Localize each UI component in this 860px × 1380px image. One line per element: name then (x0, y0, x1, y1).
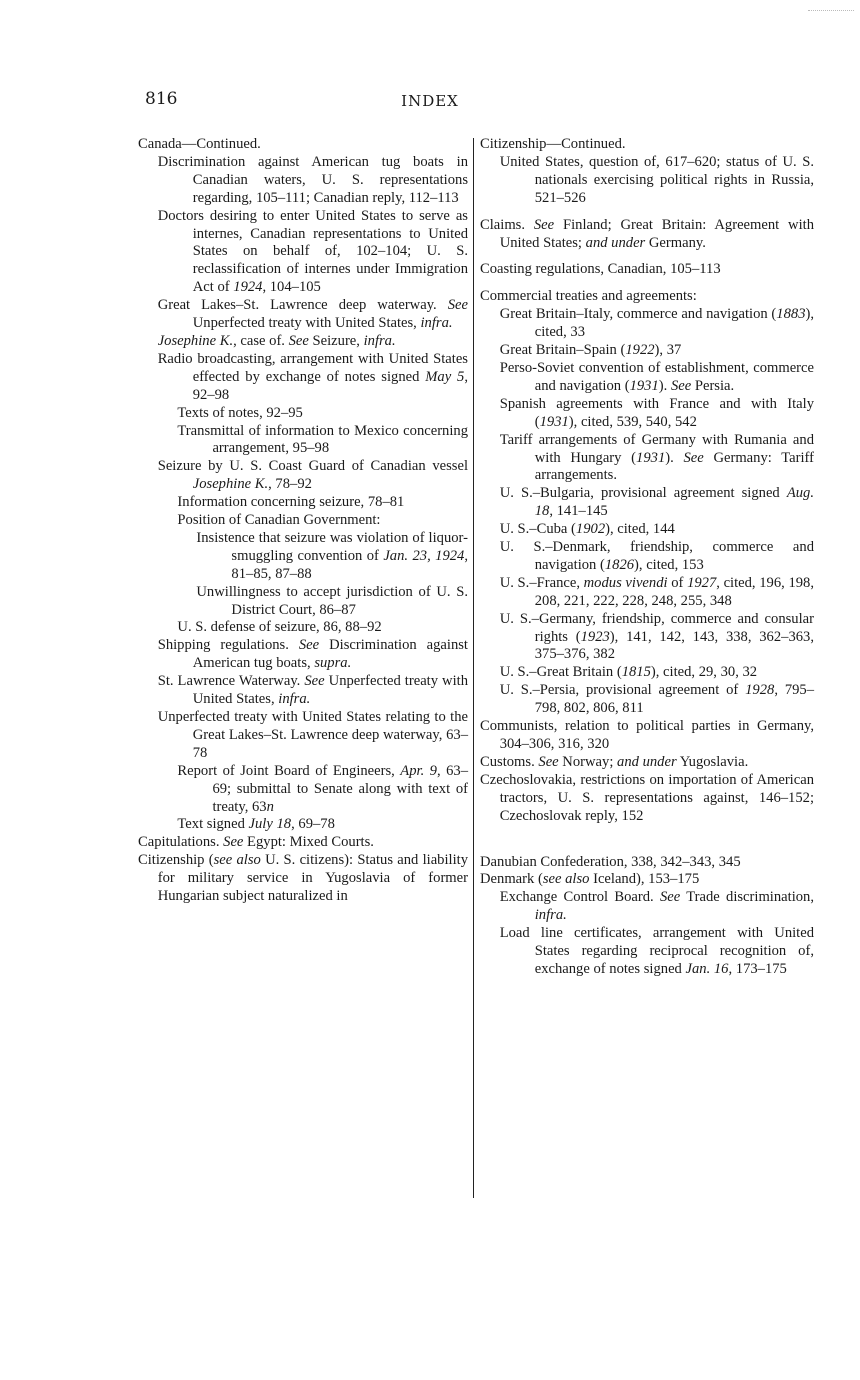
index-subentry (177, 423, 468, 459)
index-heading-entry (480, 854, 814, 872)
index-heading-entry (138, 852, 468, 906)
index-subentry (196, 584, 468, 620)
italic-text: Aug. 18 (534, 485, 814, 520)
index-subentry (500, 360, 814, 396)
index-subentry (500, 682, 814, 718)
italic-text: infra. (534, 907, 567, 924)
entry-text: United States, question of, 617–620; status of U. S. nationals exercising political rights in Russia, 521–526 (499, 153, 814, 206)
entry-text: , 81–85, 87–88 (231, 547, 468, 582)
index-subentry (500, 154, 814, 208)
index-heading-entry (480, 261, 814, 279)
entry-spacer (480, 252, 814, 261)
entry-text: ), cited, 29, 30, 32 (650, 664, 758, 681)
italic-text: 1931 (636, 449, 666, 466)
index-subentry (177, 494, 468, 512)
entry-text: Shipping regulations. (157, 637, 299, 654)
italic-text: Apr. 9 (400, 762, 437, 779)
entry-text: ), cited, 33 (534, 306, 814, 341)
entry-text: Transmittal of information to Mexico concerning arrangement, 95–98 (177, 422, 468, 457)
entry-text: Seizure by U. S. Coast Guard of Canadian vessel (157, 458, 468, 475)
italic-text: 1815 (621, 664, 651, 681)
entry-spacer (480, 826, 814, 854)
italic-text: infra. (278, 691, 311, 708)
entry-text: St. Lawrence Waterway. (157, 673, 305, 690)
entry-text: Norway; (558, 753, 618, 770)
italic-text: see also (542, 871, 590, 888)
entry-text: Citizenship ( (138, 852, 214, 869)
scan-margin-mark (808, 10, 854, 12)
entry-text: Unperfected treaty with United States, (192, 315, 421, 332)
index-subentry (158, 709, 468, 763)
entry-text: Perso-Soviet convention of establishment, commerce and navigation ( (499, 359, 814, 394)
italic-text: Jan. 23, 1924 (383, 547, 465, 564)
entry-text: U. S.–France, (499, 574, 584, 591)
entry-text: , 795–798, 802, 806, 811 (534, 682, 814, 717)
italic-text: See (447, 297, 468, 314)
italic-text: see also (213, 852, 261, 869)
entry-text: , 63–69; submittal to Senate along with text of treaty, 63 (212, 762, 468, 815)
index-subentry (177, 619, 468, 637)
index-heading-entry (480, 217, 814, 253)
italic-text: 1922 (625, 342, 655, 359)
index-subentry (158, 297, 468, 333)
entry-text: , cited, 196, 198, 208, 221, 222, 228, 248, 255, 348 (534, 574, 814, 609)
index-subentry (500, 539, 814, 575)
index-subentry (158, 154, 468, 208)
entry-text: Egypt: Mixed Courts. (243, 834, 374, 851)
entry-text: , 104–105 (262, 279, 321, 296)
italic-text: See (304, 673, 325, 690)
entry-text: ), 37 (654, 342, 682, 359)
entry-text: ). (658, 377, 671, 394)
index-subentry (196, 530, 468, 584)
entry-text: ), 141, 142, 143, 338, 362–363, 375–376, 382 (534, 628, 814, 663)
entry-text: Great Britain–Italy, commerce and navigation ( (499, 306, 777, 323)
entry-text: Commercial treaties and agreements: (480, 288, 697, 305)
entry-text: Texts of notes, 92–95 (177, 404, 303, 421)
italic-text: and under (585, 234, 646, 251)
entry-text: Danubian Confederation, 338, 342–343, 345 (480, 853, 741, 870)
entry-text: U. S.–Cuba ( (499, 521, 576, 538)
italic-text: infra. (363, 332, 396, 349)
entry-text: Discrimination against American tug boats, (192, 637, 468, 672)
column-divider (473, 138, 474, 1198)
entry-text: Claims. (480, 216, 534, 233)
italic-text: See (298, 637, 320, 654)
index-subentry (500, 396, 814, 432)
entry-text: Text signed (177, 816, 249, 833)
italic-text: See (670, 377, 692, 394)
index-heading-entry (138, 834, 468, 852)
index-subentry (500, 521, 814, 539)
entry-text: ). (665, 449, 684, 466)
index-subentry (177, 405, 468, 423)
italic-text: See (538, 753, 559, 770)
index-column-left (138, 136, 468, 906)
index-subentry (500, 925, 814, 979)
index-subentry (177, 512, 468, 530)
entry-text: U. S. citizens): Status and liability for military service in Yugoslavia of former Hungarian subject naturalized in (157, 852, 468, 905)
entry-text: Doctors desiring to enter United States to serve as internes, Canadian representations to United States on behalf of, 102–104; U. S. reclassification of internes under Immigration Act of (157, 207, 468, 296)
italic-text: 1927 (687, 574, 717, 591)
italic-text: Jan. 16 (685, 960, 729, 977)
entry-text: Germany: Tariff arrangements. (534, 449, 814, 484)
entry-text: Report of Joint Board of Engineers, (177, 762, 401, 779)
index-column-right (480, 136, 814, 979)
index-subentry (158, 333, 468, 351)
entry-text: Position of Canadian Government: (177, 512, 381, 529)
entry-text: Exchange Control Board. (499, 889, 660, 906)
index-subentry (500, 664, 814, 682)
italic-text: 1924 (233, 279, 263, 296)
italic-text: 1923 (580, 628, 610, 645)
index-heading-entry (138, 136, 468, 154)
index-subentry (158, 351, 468, 405)
italic-text: See (223, 834, 244, 851)
entry-text: Canada—Continued. (138, 136, 261, 152)
entry-text: Discrimination against American tug boats in Canadian waters, U. S. representations regarding, 105–111; Canadian reply, 112–113 (157, 153, 468, 206)
entry-text: Radio broadcasting, arrangement with United States effected by exchange of notes signed (157, 350, 468, 385)
entry-text: Insistence that seizure was violation of liquor-smuggling convention of (196, 529, 468, 564)
entry-text: Unperfected treaty with United States, (192, 673, 468, 708)
italic-text: See (683, 449, 704, 466)
entry-text: Unwillingness to accept jurisdiction of U. S. District Court, 86–87 (196, 583, 468, 618)
page-title: INDEX (401, 92, 459, 110)
entry-text: Tariff arrangements of Germany with Rumania and with Hungary ( (499, 431, 814, 466)
page-number: 816 (145, 89, 178, 109)
entry-text: Czechoslovakia, restrictions on importation of American tractors, U. S. representations against, 146–152; Czechoslovak reply, 152 (480, 771, 814, 824)
index-heading-entry (480, 772, 814, 826)
entry-text: Trade discrimination, (680, 889, 814, 906)
entry-text: , 78–92 (268, 476, 312, 493)
entry-text: Yugoslavia. (676, 753, 749, 770)
italic-text: n (266, 798, 274, 815)
index-subentry (158, 673, 468, 709)
entry-text: Coasting regulations, Canadian, 105–113 (480, 261, 721, 278)
entry-text: Load line certificates, arrangement with United States regarding reciprocal recognition of, exchange of notes signed (499, 925, 814, 977)
entry-text: Information concerning seizure, 78–81 (177, 494, 405, 511)
index-subentry (177, 763, 468, 817)
index-subentry (177, 816, 468, 834)
entry-text: Spanish agreements with France and with Italy ( (499, 395, 814, 430)
entry-text: , 69–78 (291, 816, 335, 833)
entry-text: of (667, 574, 688, 591)
index-subentry (500, 306, 814, 342)
italic-text: May 5 (425, 368, 465, 385)
entry-text: , case of. (233, 332, 289, 349)
entry-text: Unperfected treaty with United States relating to the Great Lakes–St. Lawrence deep waterway, 63–78 (157, 709, 468, 761)
italic-text: Josephine K. (157, 332, 234, 349)
entry-text: Seizure, (308, 332, 364, 349)
index-subentry (500, 432, 814, 486)
entry-text: Great Britain–Spain ( (499, 342, 626, 359)
italic-text: supra. (314, 655, 352, 672)
index-heading-entry (480, 136, 814, 154)
italic-text: 1931 (539, 413, 569, 430)
italic-text: July 18 (248, 816, 292, 833)
index-subentry (500, 889, 814, 925)
index-heading-entry (480, 288, 814, 306)
entry-text: U. S.–Great Britain ( (499, 664, 622, 681)
entry-text: Germany. (645, 234, 706, 251)
entry-spacer (480, 279, 814, 288)
italic-text: 1928 (745, 682, 775, 699)
italic-text: modus vivendi (583, 574, 668, 591)
index-heading-entry (480, 754, 814, 772)
entry-text: , 173–175 (728, 960, 787, 977)
italic-text: See (288, 332, 309, 349)
entry-text: Iceland), 153–175 (589, 871, 700, 888)
entry-text: U. S.–Bulgaria, provisional agreement signed (499, 485, 787, 502)
index-subentry (500, 485, 814, 521)
italic-text: infra. (420, 315, 453, 332)
entry-text: ), cited, 144 (605, 521, 675, 538)
italic-text: and under (617, 753, 677, 770)
index-subentry (158, 458, 468, 494)
entry-text: Capitulations. (138, 834, 224, 851)
index-subentry (500, 611, 814, 665)
entry-text: ), cited, 153 (634, 556, 704, 573)
index-subentry (500, 575, 814, 611)
entry-text: U. S.–Germany, friendship, commerce and consular rights ( (499, 610, 814, 645)
italic-text: See (533, 216, 555, 233)
entry-spacer (480, 208, 814, 217)
entry-text: U. S.–Denmark, friendship, commerce and navigation ( (499, 539, 814, 573)
italic-text: 1826 (604, 556, 635, 573)
index-subentry (158, 208, 468, 298)
entry-text: Communists, relation to political parties in Germany, 304–306, 316, 320 (480, 718, 814, 752)
entry-text: U. S.–Persia, provisional agreement of (499, 682, 746, 699)
entry-text: , 92–98 (192, 368, 468, 403)
index-subentry (158, 637, 468, 673)
entry-text: Finland; Great Britain: Agreement with United States; (499, 216, 814, 251)
index-heading-entry (480, 871, 814, 889)
entry-text: ), cited, 539, 540, 542 (568, 413, 697, 430)
entry-text: Persia. (691, 377, 735, 394)
entry-text: Customs. (480, 753, 539, 770)
entry-text: Great Lakes–St. Lawrence deep waterway. (157, 297, 448, 314)
index-subentry (500, 342, 814, 360)
italic-text: 1902 (575, 521, 606, 538)
entry-text: Citizenship—Continued. (480, 136, 626, 152)
italic-text: See (659, 889, 681, 906)
index-heading-entry (480, 718, 814, 754)
italic-text: 1931 (629, 377, 659, 394)
italic-text: 1883 (776, 306, 806, 323)
entry-text: Denmark ( (480, 871, 543, 888)
italic-text: Josephine K. (192, 476, 269, 493)
entry-text: , 141–145 (549, 503, 608, 520)
entry-text: U. S. defense of seizure, 86, 88–92 (177, 619, 382, 636)
